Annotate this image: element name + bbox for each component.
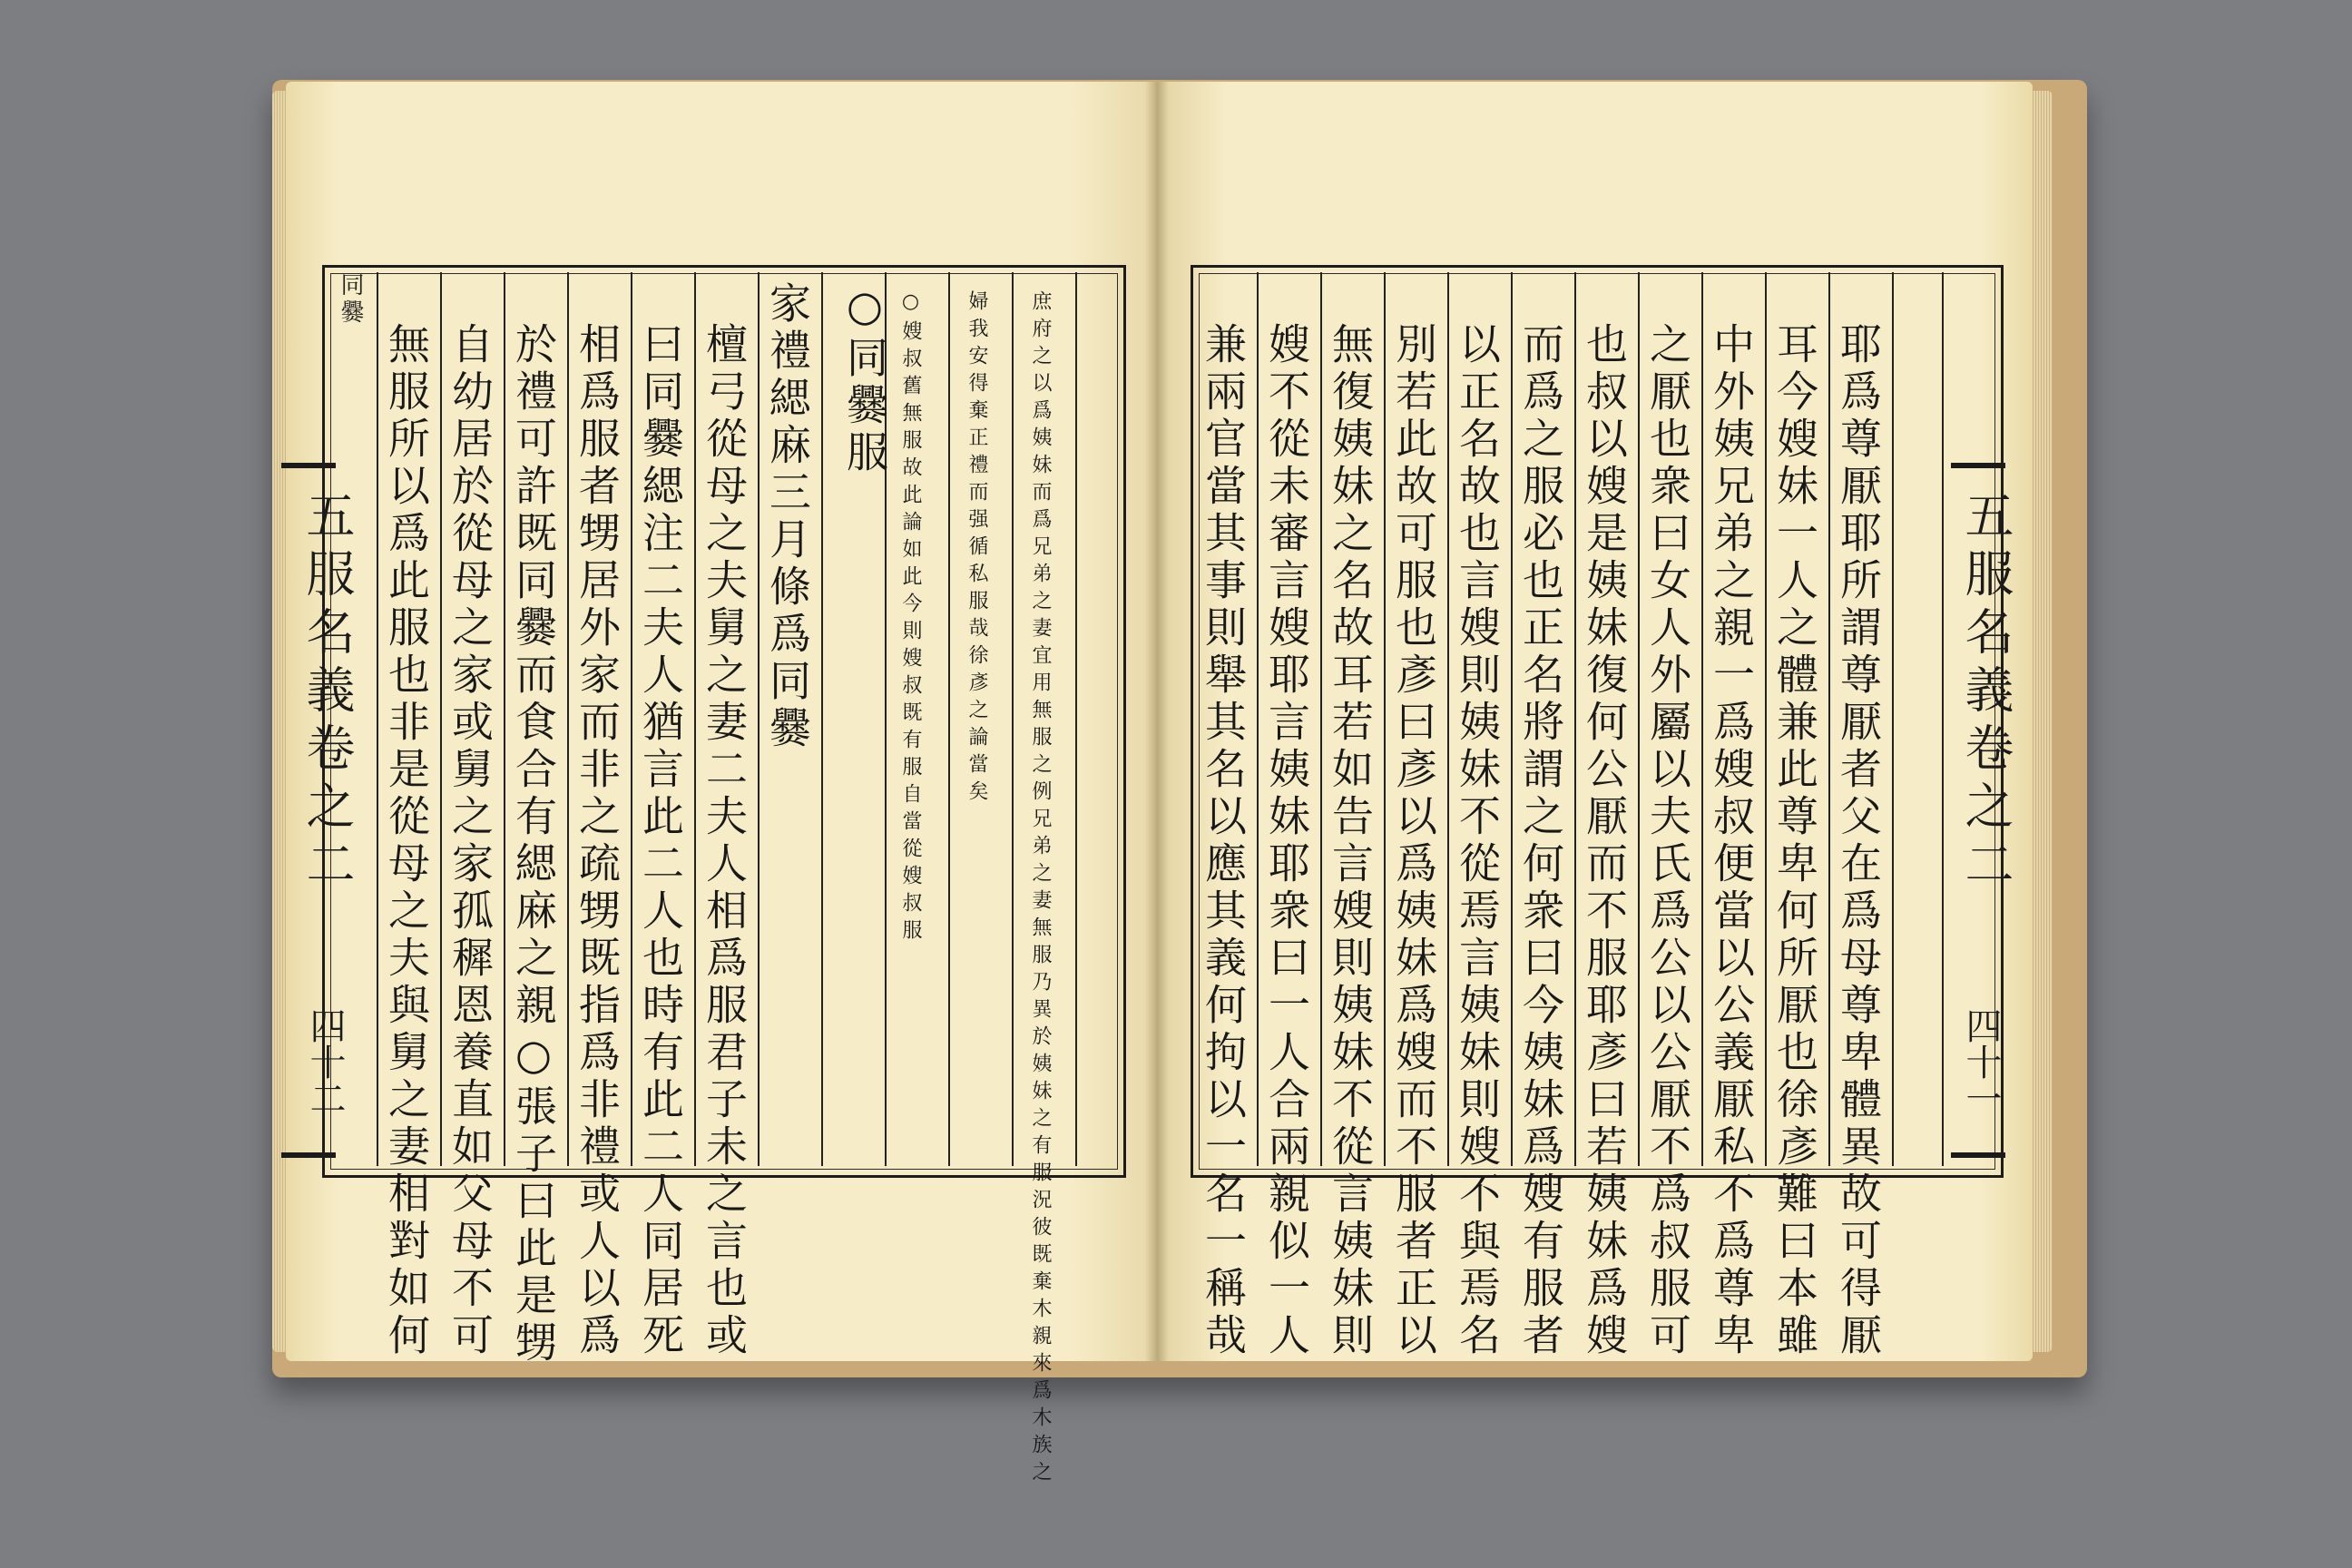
annotation-column: 婦我安得棄正禮而强循私服哉徐彥之論當矣: [965, 290, 988, 808]
annotation-column: 庶府之以爲姨妹而爲兄弟之妻宜用無服之例兄弟之妻無服乃異於姨妹之有服況彼既棄木親來爲木族之: [1029, 290, 1052, 1488]
column-rule: [758, 272, 760, 1166]
text-column: 自幼居於從母之家或舅之家孤穉恩養直如父母不可: [446, 322, 495, 1360]
text-column: 嫂不從未審言嫂耶言姨妹耶衆曰一人合兩親似一人: [1262, 322, 1311, 1360]
column-rule: [1511, 272, 1513, 1166]
column-rule: [1638, 272, 1640, 1166]
text-column: 之厭也衆曰女人外屬以夫氏爲公以公厭不爲叔服可: [1643, 322, 1692, 1360]
column-rule: [504, 272, 505, 1166]
column-rule: [1574, 272, 1576, 1166]
text-column: 以正名故也言嫂則姨妹不從焉言姨妹則嫂不與焉名: [1453, 322, 1502, 1360]
right-folio-number: 四十一: [1960, 1007, 2002, 1116]
column-rule: [377, 272, 378, 1166]
column-rule: [1892, 272, 1894, 1166]
book-gutter: [1145, 82, 1169, 1361]
column-rule: [440, 272, 442, 1166]
text-column: 相爲服者甥居外家而非之疏甥既指爲非禮或人以爲: [573, 322, 622, 1360]
text-column: 於禮可許既同爨而食合有緦麻之親○張子曰此是甥: [509, 322, 558, 1367]
left-fishtail-top: [281, 463, 336, 485]
left-margin-header: 同爨: [337, 272, 364, 327]
text-column: 家禮緦麻三月條爲同爨: [763, 281, 812, 753]
column-rule: [821, 272, 823, 1166]
annotation-column: ○嫂叔舊無服故此論如此今則嫂叔既有服自當從嫂叔服: [899, 290, 922, 946]
text-column: 別若此故可服也彥曰彥以爲姨妹爲嫂而不服者正以: [1389, 322, 1438, 1360]
column-rule: [1012, 272, 1014, 1166]
column-rule: [567, 272, 569, 1166]
right-margin-title: 五服名義卷之二: [1957, 490, 2014, 897]
column-rule: [631, 272, 632, 1166]
text-column: 而爲之服必也正名將謂之何衆曰今姨妹爲嫂有服者: [1516, 322, 1565, 1360]
left-folio-number: 四十二: [304, 1007, 346, 1116]
text-column: 中外姨兄弟之親一爲嫂叔便當以公義厭私不爲尊卑: [1707, 322, 1756, 1360]
column-rule: [1384, 272, 1386, 1166]
text-column: 兼兩官當其事則舉其名以應其義何拘以一名一稱哉: [1199, 322, 1248, 1360]
column-rule: [948, 272, 950, 1166]
right-fishtail-bottom: [1951, 1152, 2005, 1174]
text-column: 耶爲尊厭耶所謂尊厭者父在爲母尊卑體異故可得厭: [1834, 322, 1883, 1360]
column-rule: [1257, 272, 1259, 1166]
left-margin-title: 五服名義卷之二: [299, 490, 356, 897]
text-column: 曰同爨緦注二夫人猶言此二人也時有此二人同居死: [636, 322, 685, 1360]
right-fishtail-top: [1951, 463, 2005, 485]
column-rule: [1828, 272, 1830, 1166]
section-heading: ○同爨服: [840, 281, 889, 477]
column-rule: [1075, 272, 1077, 1166]
left-fishtail-bottom: [281, 1152, 336, 1174]
column-rule: [1765, 272, 1767, 1166]
text-column: 耳今嫂妹一人之體兼此尊卑何所厭也徐彥難曰本雖: [1770, 322, 1819, 1360]
column-rule: [1942, 272, 1944, 1166]
column-rule: [1320, 272, 1322, 1166]
column-rule: [1701, 272, 1703, 1166]
text-column: 無復姨妹之名故耳若如告言嫂則姨妹不從言姨妹則: [1326, 322, 1375, 1360]
column-rule: [694, 272, 696, 1166]
text-column: 無服所以爲此服也非是從母之夫與舅之妻相對如何: [382, 322, 431, 1360]
column-rule: [1447, 272, 1449, 1166]
text-column: 也叔以嫂是姨妹復何公厭而不服耶彥曰若姨妹爲嫂: [1580, 322, 1629, 1360]
text-column: 檀弓從母之夫舅之妻二夫人相爲服君子未之言也或: [700, 322, 749, 1360]
